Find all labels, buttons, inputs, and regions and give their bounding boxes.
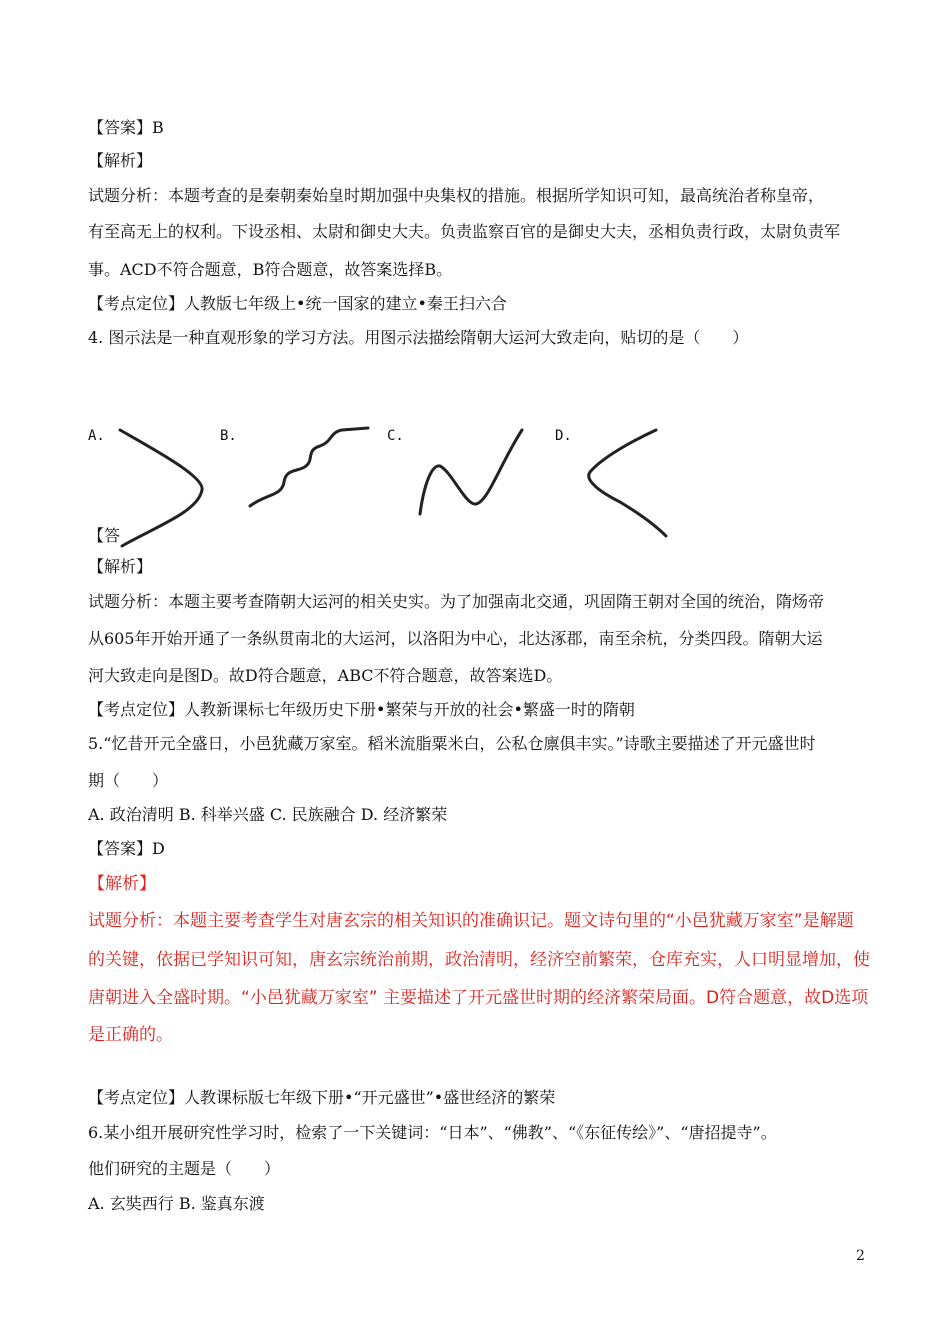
q4-analysis-line-3: 河大致走向是图D。故D符合题意，ABC不符合题意，故答案选D。 (88, 666, 563, 685)
q4-kaodian: 【考点定位】人教新课标七年级历史下册•繁荣与开放的社会•繁盛一时的隋朝 (88, 700, 635, 719)
q6-question-line-1: 6.某小组开展研究性学习时，检索了一下关键词：“日本”、“佛教”、“《东征传绘》”、“唐招提寺”。 (88, 1123, 777, 1142)
q3-analysis-label: 【解析】 (88, 151, 153, 170)
q4-analysis-line-1: 试题分析：本题主要考查隋朝大运河的相关史实。为了加强南北交通，巩固隋王朝对全国的统治，隋炀帝 (88, 592, 825, 611)
q6-options: A. 玄奘西行 B. 鉴真东渡 (88, 1194, 265, 1213)
q5-analysis-label: 【解析】 (88, 874, 156, 894)
q4-option-d-curve (580, 424, 680, 540)
q4-option-a-curve (110, 422, 210, 552)
q3-analysis-line-3: 事。ACD不符合题意，B符合题意，故答案选择B。 (88, 260, 453, 279)
q5-answer: 【答案】D (88, 839, 165, 858)
q5-kaodian: 【考点定位】人教课标版七年级下册•“开元盛世”•盛世经济的繁荣 (88, 1088, 556, 1107)
q4-option-d-label: D. (555, 428, 572, 444)
q4-analysis-line-2: 从605年开始开通了一条纵贯南北的大运河，以洛阳为中心，北达涿郡，南至余杭，分类四段。隋朝大运 (88, 629, 823, 648)
q6-question-line-2: 他们研究的主题是（ ） (88, 1159, 281, 1178)
q4-option-a-label: A. (88, 428, 105, 444)
q5-question-line-1: 5.“忆昔开元全盛日，小邑犹藏万家室。稻米流脂粟米白，公私仓廪俱丰实。”诗歌主要描述了开元盛世时 (88, 734, 816, 753)
q4-answer-cut: 【答 (88, 526, 121, 545)
q4-option-c-label: C. (387, 428, 404, 444)
q4-question: 4. 图示法是一种直观形象的学习方法。用图示法描绘隋朝大运河大致走向，贴切的是（ ） (88, 328, 749, 347)
q3-analysis-line-2: 有至高无上的权利。下设丞相、太尉和御史大夫。负责监察百官的是御史大夫，丞相负责行政，太尉负责军 (88, 222, 841, 241)
q5-analysis-line-3: 唐朝进入全盛时期。“小邑犹藏万家室” 主要描述了开元盛世时期的经济繁荣局面。D符合题意，故D选项 (88, 988, 869, 1008)
q4-analysis-label: 【解析】 (88, 557, 153, 576)
q5-analysis-line-2: 的关键，依据已学知识可知，唐玄宗统治前期，政治清明，经济空前繁荣，仓库充实，人口明显增加，使 (88, 950, 870, 970)
q3-analysis-line-1: 试题分析：本题考查的是秦朝秦始皇时期加强中央集权的措施。根据所学知识可知，最高统治者称皇帝， (88, 186, 825, 205)
q4-option-b-label: B. (220, 428, 237, 444)
q5-options: A. 政治清明 B. 科举兴盛 C. 民族融合 D. 经济繁荣 (88, 805, 448, 824)
q3-kaodian: 【考点定位】人教版七年级上•统一国家的建立•秦王扫六合 (88, 294, 507, 313)
page-number: 2 (856, 1248, 865, 1264)
q4-option-b-curve (244, 424, 374, 514)
q3-answer: 【答案】B (88, 118, 164, 137)
q4-option-c-curve (414, 424, 534, 520)
q5-analysis-line-1: 试题分析：本题主要考查学生对唐玄宗的相关知识的准确识记。题文诗句里的“小邑犹藏万家室”是解题 (88, 911, 854, 931)
q5-analysis-line-4: 是正确的。 (88, 1025, 173, 1045)
q5-question-line-2: 期（ ） (88, 771, 169, 790)
